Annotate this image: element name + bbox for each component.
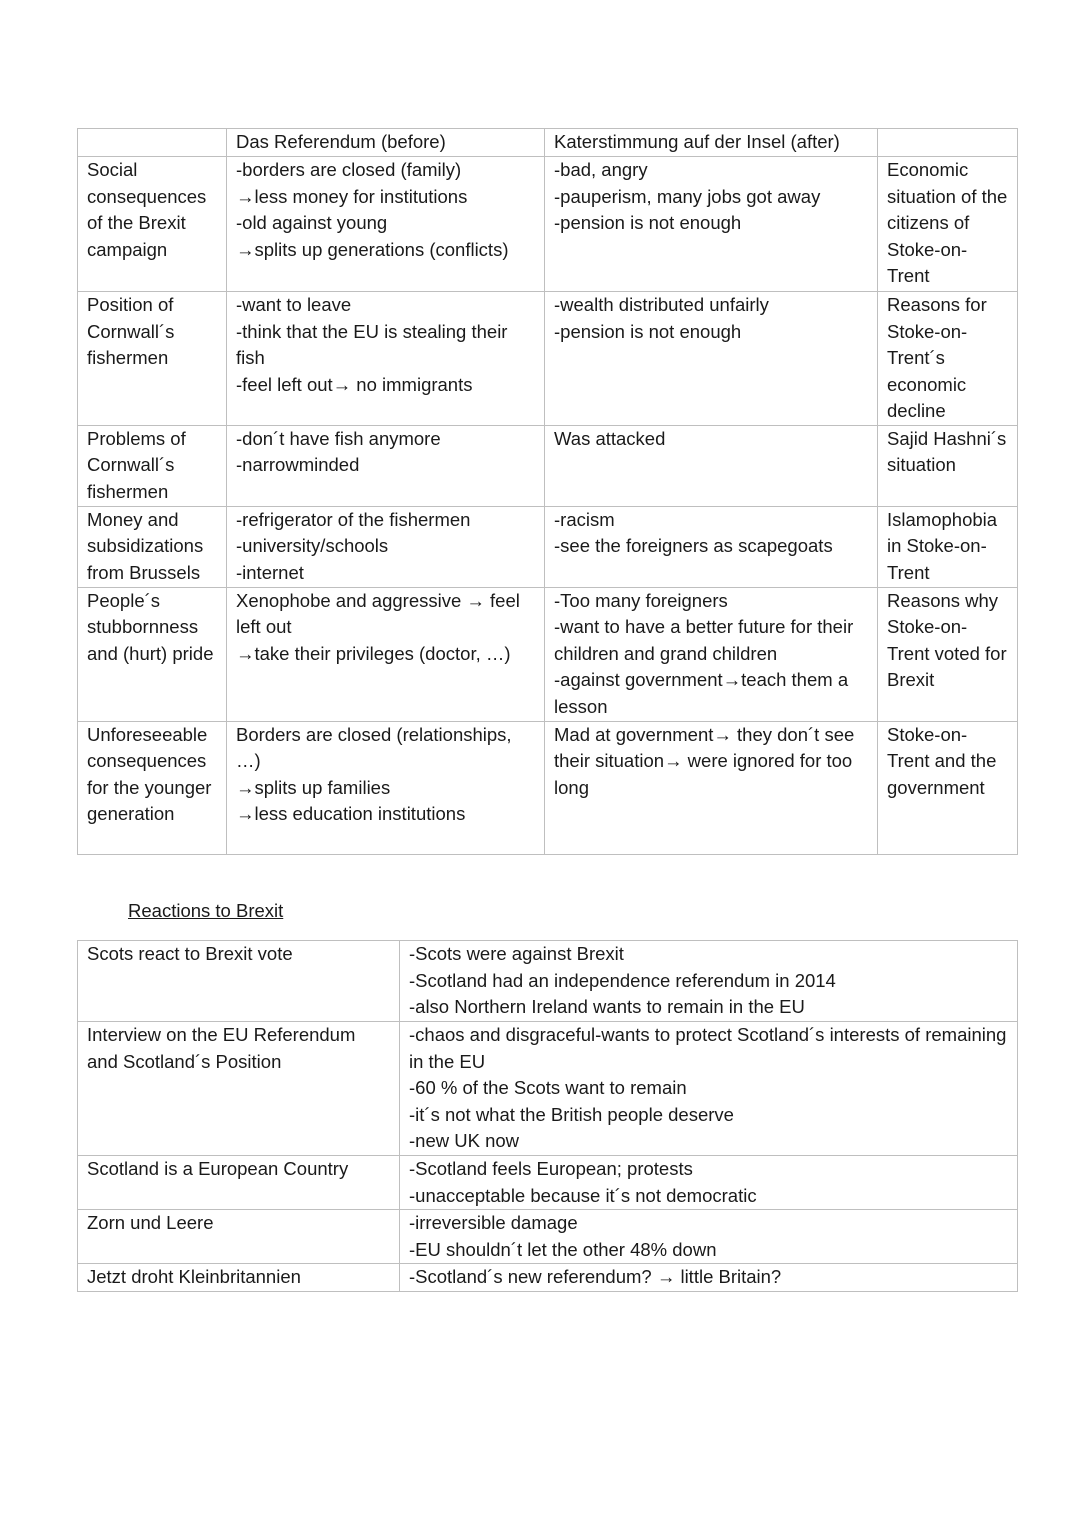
brexit-consequences-table xyxy=(77,128,1018,855)
reaction-notes: -chaos and disgraceful-wants to protect Scotland´s interests of remaining in the EU -60 % of the Scots want to remain -it´s not what the British people deserve -new UK now xyxy=(400,1022,1018,1156)
reactions-table xyxy=(77,940,1018,1292)
header-cell-empty-right xyxy=(878,129,1018,157)
before-notes: -refrigerator of the fishermen -university/schools -internet xyxy=(227,506,545,587)
reactions-heading: Reactions to Brexit xyxy=(128,900,284,921)
reaction-notes: -Scots were against Brexit -Scotland had an independence referendum in 2014 -also Northern Ireland wants to remain in the EU xyxy=(400,941,1018,1022)
row-topic: Money and subsidizations from Brussels xyxy=(78,506,227,587)
after-notes: -racism -see the foreigners as scapegoats xyxy=(545,506,878,587)
reaction-notes: -irreversible damage -EU shouldn´t let the other 48% down xyxy=(400,1210,1018,1264)
table-row xyxy=(78,587,1018,721)
before-notes: Xenophobe and aggressive → feel left out →take their privileges (doctor, …) xyxy=(227,587,545,721)
table-row xyxy=(78,721,1018,854)
row-topic-right: Economic situation of the citizens of Stoke-on-Trent xyxy=(878,157,1018,292)
before-notes: -borders are closed (family) →less money for institutions -old against young →splits up generations (conflicts) xyxy=(227,157,545,292)
reaction-notes: -Scotland´s new referendum? → little Britain? xyxy=(400,1264,1018,1292)
row-topic-right: Reasons for Stoke-on-Trent´s economic decline xyxy=(878,292,1018,426)
table-row xyxy=(78,292,1018,426)
reaction-topic: Scotland is a European Country xyxy=(78,1156,400,1210)
header-before: Das Referendum (before) xyxy=(227,129,545,157)
reaction-notes: -Scotland feels European; protests -unacceptable because it´s not democratic xyxy=(400,1156,1018,1210)
before-notes: -want to leave -think that the EU is stealing their fish -feel left out→ no immigrants xyxy=(227,292,545,426)
header-after: Katerstimmung auf der Insel (after) xyxy=(545,129,878,157)
table-row xyxy=(78,1264,1018,1292)
reaction-topic: Jetzt droht Kleinbritannien xyxy=(78,1264,400,1292)
after-notes: -Too many foreigners -want to have a better future for their children and grand children -against government→teach them a lesson xyxy=(545,587,878,721)
table-row xyxy=(78,1210,1018,1264)
after-notes: Was attacked xyxy=(545,425,878,506)
table-row xyxy=(78,157,1018,292)
row-topic: Social consequences of the Brexit campaign xyxy=(78,157,227,292)
row-topic: Unforeseeable consequences for the younger generation xyxy=(78,721,227,854)
row-topic-right: Reasons why Stoke-on-Trent voted for Brexit xyxy=(878,587,1018,721)
header-cell-empty-left xyxy=(78,129,227,157)
row-topic-right: Islamophobia in Stoke-on-Trent xyxy=(878,506,1018,587)
table-row xyxy=(78,1022,1018,1156)
reaction-topic: Scots react to Brexit vote xyxy=(78,941,400,1022)
after-notes: -wealth distributed unfairly -pension is not enough xyxy=(545,292,878,426)
table-row xyxy=(78,425,1018,506)
row-topic: Position of Cornwall´s fishermen xyxy=(78,292,227,426)
before-notes: Borders are closed (relationships, …) →splits up families →less education institutions xyxy=(227,721,545,854)
table-row xyxy=(78,506,1018,587)
table-header-row xyxy=(78,129,1018,157)
row-topic: Problems of Cornwall´s fishermen xyxy=(78,425,227,506)
table-row xyxy=(78,941,1018,1022)
reaction-topic: Interview on the EU Referendum and Scotland´s Position xyxy=(78,1022,400,1156)
row-topic: People´s stubbornness and (hurt) pride xyxy=(78,587,227,721)
reaction-topic: Zorn und Leere xyxy=(78,1210,400,1264)
before-notes: -don´t have fish anymore -narrowminded xyxy=(227,425,545,506)
table-row xyxy=(78,1156,1018,1210)
after-notes: -bad, angry -pauperism, many jobs got away -pension is not enough xyxy=(545,157,878,292)
after-notes: Mad at government→ they don´t see their situation→ were ignored for too long xyxy=(545,721,878,854)
row-topic-right: Sajid Hashni´s situation xyxy=(878,425,1018,506)
row-topic-right: Stoke-on-Trent and the government xyxy=(878,721,1018,854)
